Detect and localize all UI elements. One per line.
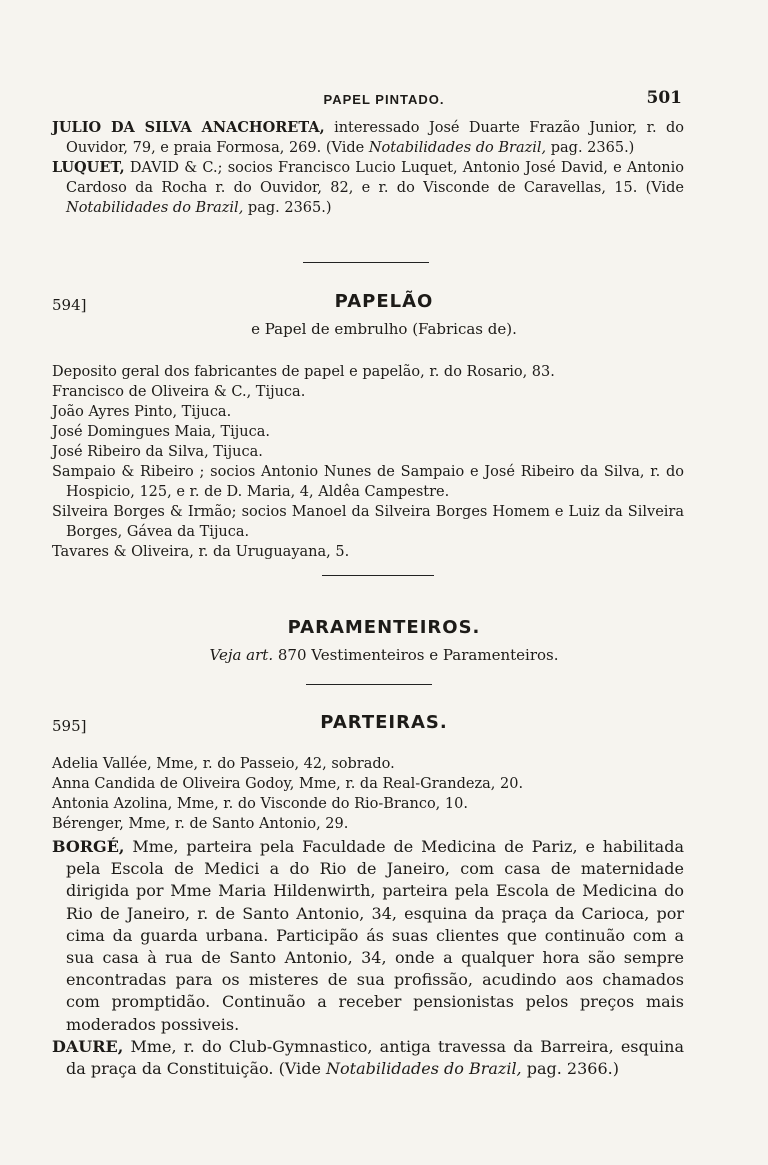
entry-name: JULIO DA SILVA ANACHORETA, bbox=[52, 119, 325, 136]
entry-daure bbox=[52, 1036, 684, 1080]
list-item: Adelia Vallée, Mme, r. do Passeio, 42, sobrado. bbox=[52, 756, 395, 772]
entry-tail: pag. 2365.) bbox=[546, 140, 635, 156]
list-item: João Ayres Pinto, Tijuca. bbox=[52, 404, 232, 420]
entry-tail: pag. 2366.) bbox=[521, 1059, 619, 1079]
entry-reference: Notabilidades do Brazil, bbox=[368, 140, 547, 156]
list-item: Sampaio & Ribeiro ; socios Antonio Nunes de Sampaio e José Ribeiro da Silva, r. do Hospicio, 125, e r. de D. Maria, 4, Aldêa Campestre. bbox=[52, 464, 684, 500]
cross-reference bbox=[0, 646, 768, 664]
section-title-paramenteiros: PARAMENTEIROS. bbox=[287, 617, 481, 638]
list-item: Silveira Borges & Irmão; socios Manoel da Silveira Borges Homem e Luiz da Silveira Borges, Gávea da Tijuca. bbox=[52, 504, 684, 540]
entry-luquet bbox=[52, 158, 684, 218]
entry-name: DAURE, bbox=[52, 1036, 124, 1056]
entry-text: interessado José Duarte Frazão Junior, r. do Ouvidor, 79, e praia Formosa, 269. (Vide bbox=[66, 120, 684, 156]
entry-name: LUQUET, bbox=[52, 159, 125, 176]
see-prefix: Veja art. bbox=[209, 646, 274, 664]
running-head: PAPEL PINTADO. bbox=[323, 92, 445, 107]
see-text: 870 Vestimenteiros e Paramenteiros. bbox=[273, 646, 559, 664]
entry-borge bbox=[52, 836, 684, 1036]
entry-reference: Notabilidades do Brazil, bbox=[326, 1059, 522, 1079]
list-item: Bérenger, Mme, r. de Santo Antonio, 29. bbox=[52, 816, 349, 832]
list-item: Antonia Azolina, Mme, r. do Visconde do Rio-Branco, 10. bbox=[52, 796, 468, 812]
list-item: Francisco de Oliveira & C., Tijuca. bbox=[52, 384, 306, 400]
section-title-papelao: PAPELÃO bbox=[334, 291, 434, 312]
borge-entry bbox=[52, 836, 684, 1080]
section-subtitle-papelao: e Papel de embrulho (Fabricas de). bbox=[251, 320, 517, 338]
list-item: Tavares & Oliveira, r. da Uruguayana, 5. bbox=[52, 544, 350, 560]
entry-tail: pag. 2365.) bbox=[243, 200, 332, 216]
section-divider bbox=[303, 262, 429, 263]
section-divider bbox=[322, 575, 434, 576]
entry-anachoreta bbox=[52, 118, 684, 158]
page-number: 501 bbox=[646, 88, 682, 108]
section-number-594: 594] bbox=[52, 296, 87, 314]
list-item: Deposito geral dos fabricantes de papel e papelão, r. do Rosario, 83. bbox=[52, 364, 555, 380]
entry-text: Mme, r. do Club-Gymnastico, antiga travessa da Barreira, esquina da praça da Constituição. (Vide bbox=[66, 1036, 684, 1079]
section-title-parteiras: PARTEIRAS. bbox=[320, 712, 448, 733]
list-item: José Ribeiro da Silva, Tijuca. bbox=[52, 444, 263, 460]
entry-name: BORGÉ, bbox=[52, 837, 125, 856]
parteiras-entries bbox=[52, 754, 684, 834]
list-item: Anna Candida de Oliveira Godoy, Mme, r. da Real-Grandeza, 20. bbox=[52, 776, 524, 792]
papelao-entries bbox=[52, 362, 684, 562]
section-number-595: 595] bbox=[52, 717, 87, 735]
list-item: José Domingues Maia, Tijuca. bbox=[52, 424, 271, 440]
intro-entries bbox=[52, 118, 684, 218]
entry-reference: Notabilidades do Brazil, bbox=[66, 200, 244, 216]
section-divider bbox=[306, 684, 432, 685]
entry-text: Mme, parteira pela Faculdade de Medicina de Pariz, e habilitada pela Escola de Medici a do Rio de Janeiro, com casa de maternidade dirigida por Mme Maria Hildenwirth, parteira pela Escola de Medicina do Rio de Janeiro, r. de Santo Antonio, 34, esquina da praça da Carioca, por cima da guarda urbana. Participão ás suas clientes que continuão com a sua casa à rua de Santo Antonio, 34, onde a qualquer hora são sempre encontradas para os misteres de sua profissão, acudindo aos chamados com promptidão. Continuão a receber pensionistas pelos preços mais moderados possiveis. bbox=[66, 837, 684, 1034]
entry-text: DAVID & C.; socios Francisco Lucio Luquet, Antonio José David, e Antonio Cardoso da Rocha r. do Ouvidor, 82, e r. do Visconde de Caravellas, 15. (Vide bbox=[66, 160, 684, 196]
